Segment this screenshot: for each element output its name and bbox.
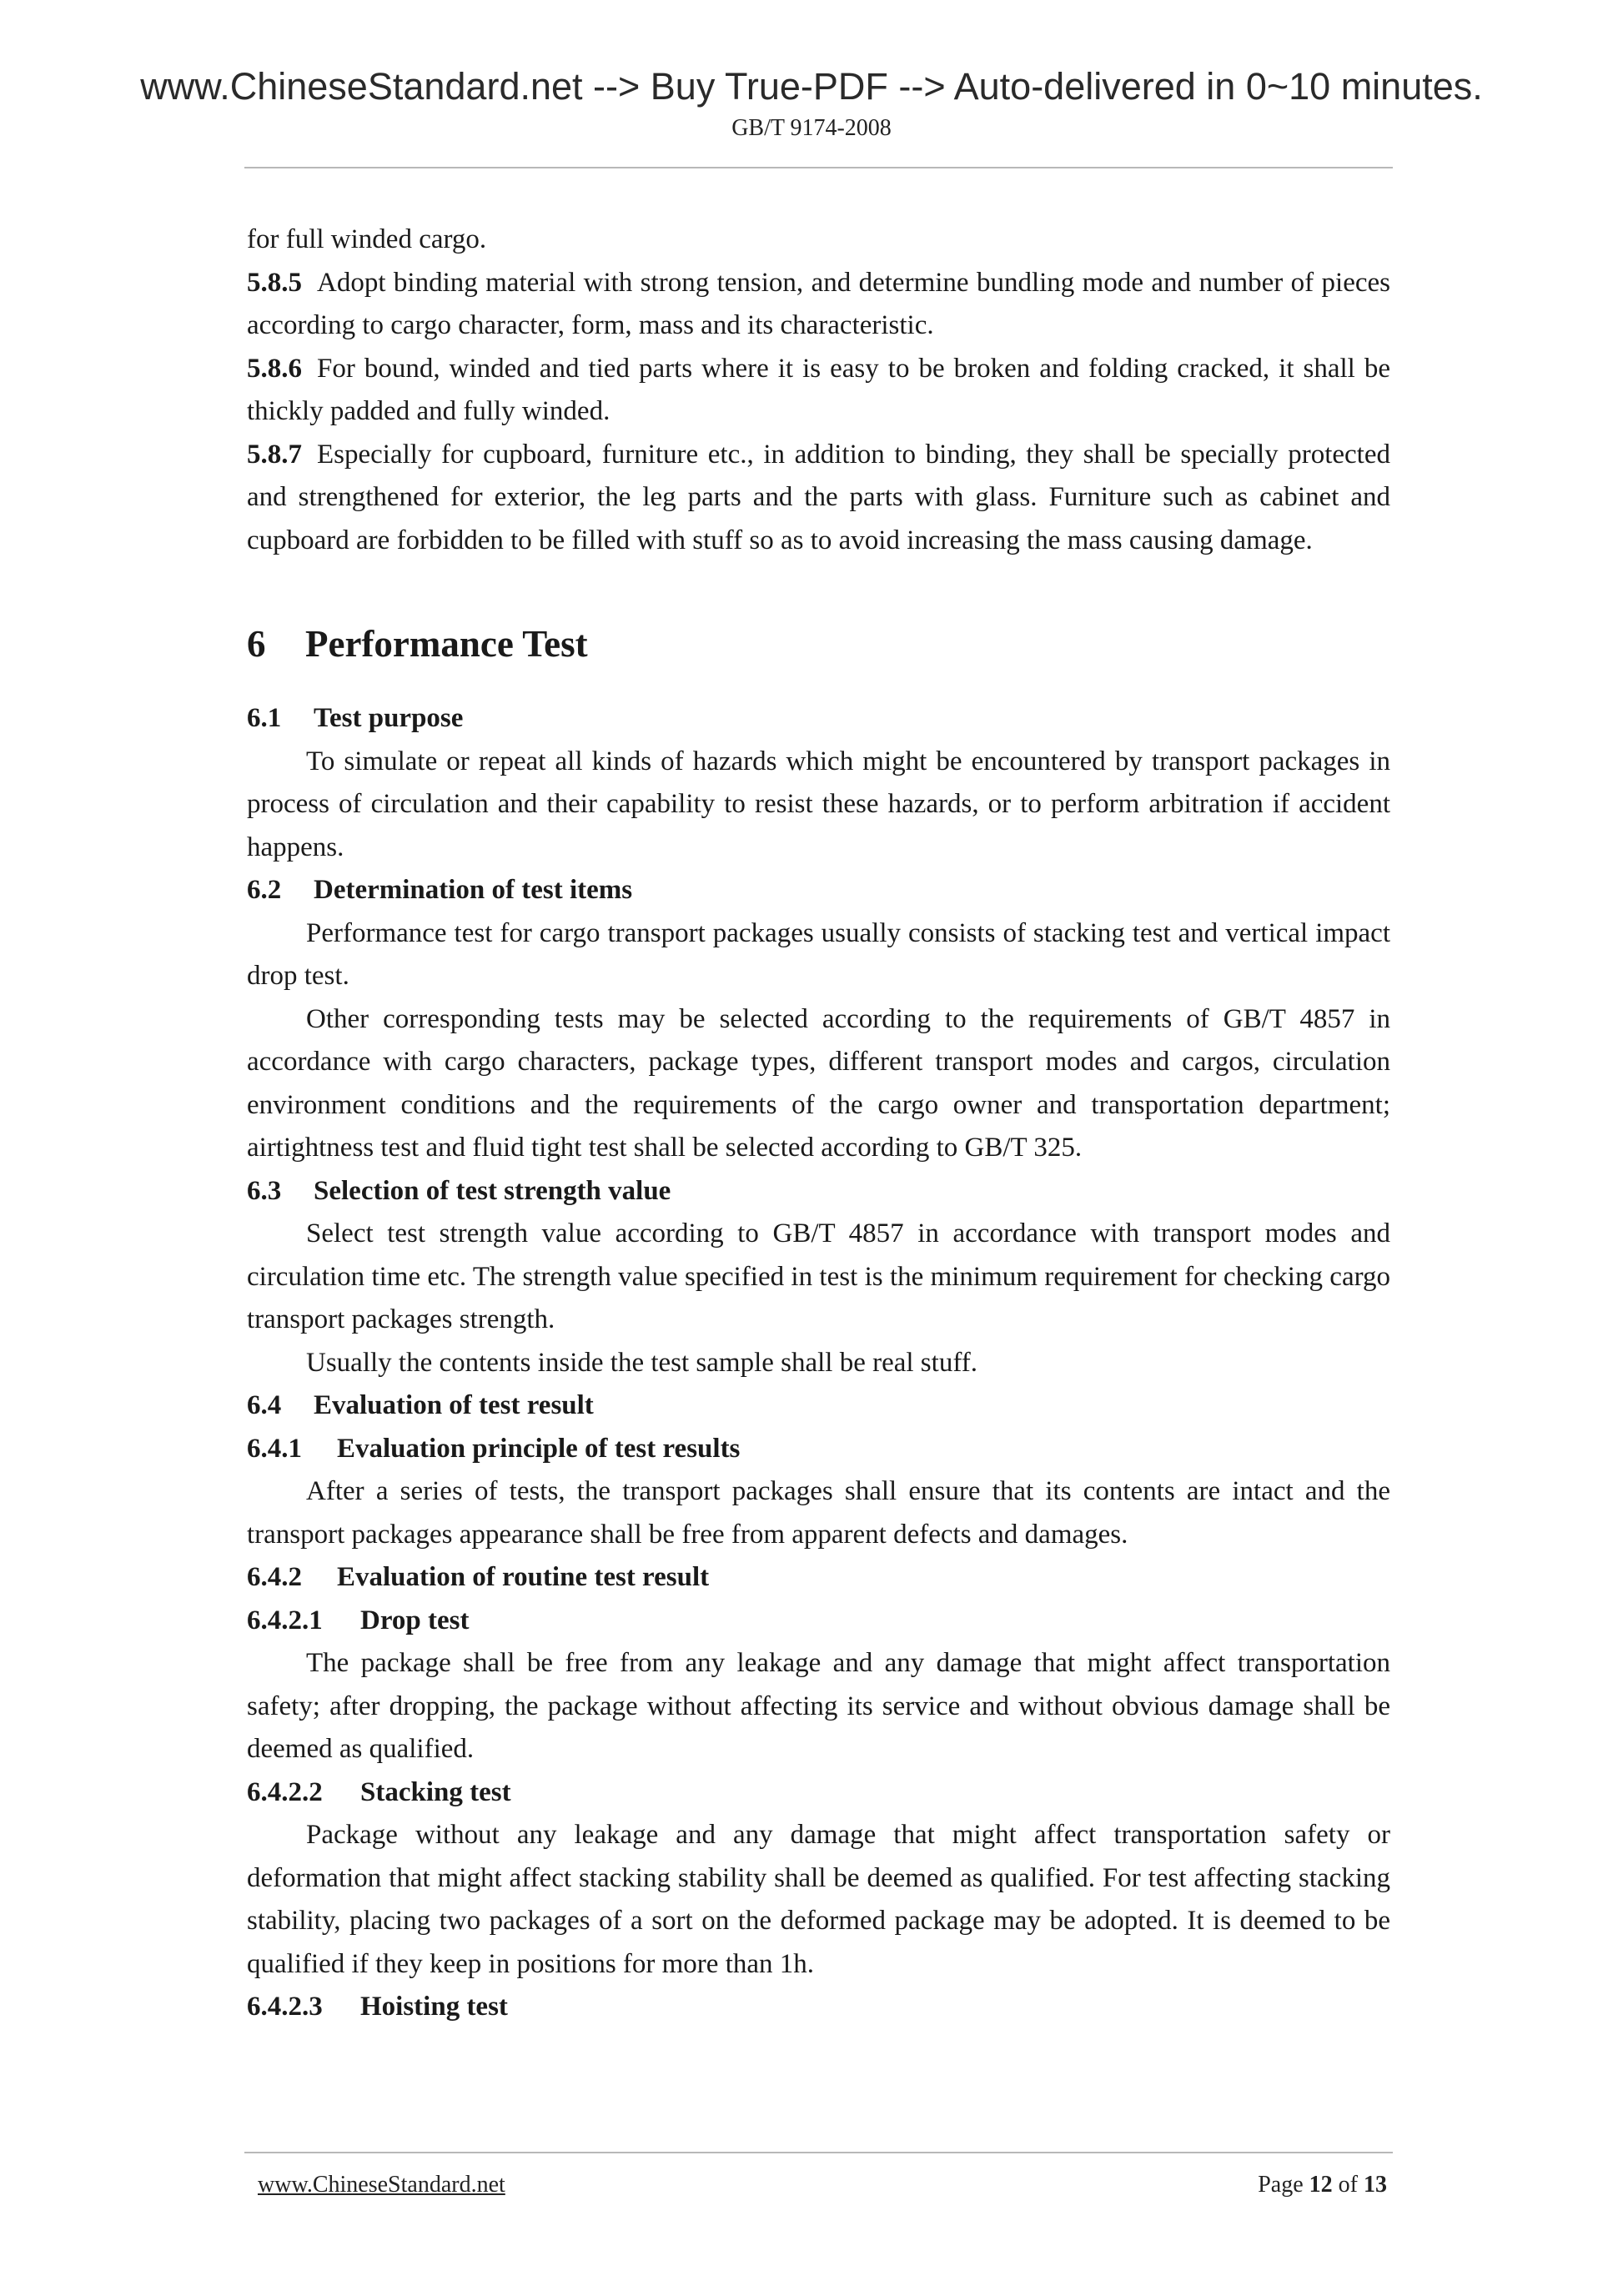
- of-word: of: [1338, 2172, 1358, 2198]
- heading-text: Hoisting test: [360, 1992, 508, 2022]
- top-banner: www.ChineseStandard.net --> Buy True-PDF --> Auto-delivered in 0~10 minutes.: [140, 65, 1483, 108]
- paragraph-6-4-1: After a series of tests, the transport packages shall ensure that its contents are intact and the transport packages appearance shall be free from apparent defects and damages.: [247, 1476, 1390, 1550]
- heading-text: Selection of test strength value: [314, 1175, 671, 1206]
- heading-6-4: [247, 1384, 1390, 1428]
- section-title-text: Performance Test: [305, 623, 588, 665]
- heading-6-4-2-3: [247, 1986, 1390, 2029]
- heading-6-4-2-1: [247, 1600, 1390, 1643]
- clause-5-8-5: [247, 262, 1390, 348]
- heading-text: Test purpose: [314, 703, 464, 733]
- clause-number: 5.8.7: [247, 439, 302, 470]
- paragraph-6-3-b: Usually the contents inside the test sample shall be real stuff.: [306, 1347, 977, 1378]
- heading-text: Evaluation principle of test results: [337, 1433, 741, 1464]
- paragraph-6-3-a: Select test strength value according to GB/T 4857 in accordance with transport modes and circulation time etc. The strength value specified in test is the minimum requirement for checking cargo transport packages strength.: [247, 1218, 1390, 1334]
- heading-number: 6.4: [247, 1390, 282, 1420]
- paragraph-6-2-a: Performance test for cargo transport packages usually consists of stacking test and vertical impact drop test.: [247, 917, 1390, 991]
- clause-5-8-7: [247, 434, 1390, 563]
- heading-text: Stacking test: [360, 1776, 511, 1807]
- document-body: [247, 219, 1390, 2029]
- page-indicator: [1258, 2172, 1387, 2198]
- heading-number: 6.1: [247, 703, 282, 733]
- page-word: Page: [1258, 2172, 1304, 2198]
- total-pages-number: 13: [1364, 2172, 1387, 2198]
- clause-text: Especially for cupboard, furniture etc., in addition to binding, they shall be specially protected and strengthened for exterior, the leg parts and the parts with glass. Furniture such as cabinet and cupboard are forbidden to be filled with stuff so as to avoid increasing the mass causing damage.: [247, 439, 1390, 555]
- heading-number: 6.4.2.2: [247, 1776, 323, 1807]
- heading-6-4-2-2: [247, 1771, 1390, 1815]
- clause-number: 5.8.6: [247, 353, 302, 384]
- heading-6-4-2: [247, 1556, 1390, 1600]
- footer-website-link[interactable]: www.ChineseStandard.net: [258, 2172, 505, 2198]
- heading-6-4-1: [247, 1428, 1390, 1471]
- section-heading-6: [247, 619, 1390, 669]
- heading-number: 6.4.1: [247, 1433, 302, 1464]
- clause-number: 5.8.5: [247, 267, 302, 298]
- heading-text: Determination of test items: [314, 875, 633, 905]
- heading-text: Evaluation of routine test result: [337, 1562, 710, 1592]
- heading-text: Drop test: [360, 1605, 470, 1635]
- clause-text: For bound, winded and tied parts where it is easy to be broken and folding cracked, it shall be thickly padded and fully winded.: [247, 353, 1390, 426]
- heading-number: 6.3: [247, 1175, 282, 1206]
- heading-6-2: [247, 869, 1390, 912]
- heading-number: 6.4.2.1: [247, 1605, 323, 1635]
- clause-text: Adopt binding material with strong tension, and determine bundling mode and number of pieces according to cargo character, form, mass and its characteristic.: [247, 267, 1390, 340]
- paragraph-6-4-2-1: The package shall be free from any leakage and any damage that might affect transportation safety; after dropping, the package without affecting its service and without obvious damage shall be deemed as qualified.: [247, 1648, 1390, 1764]
- paragraph-6-1: To simulate or repeat all kinds of hazards which might be encountered by transport packages in process of circulation and their capability to resist these hazards, or to perform arbitration if accident happens.: [247, 746, 1390, 862]
- current-page-number: 12: [1309, 2172, 1333, 2198]
- clause-5-8-6: [247, 348, 1390, 434]
- header-divider: [244, 167, 1393, 168]
- paragraph-6-4-2-2: Package without any leakage and any damage that might affect transportation safety or deformation that might affect stacking stability shall be deemed as qualified. For test affecting stacking stability, placing two packages of a sort on the deformed package may be adopted. It is deemed to be qualified if they keep in positions for more than 1h.: [247, 1820, 1390, 1979]
- paragraph-6-2-b: Other corresponding tests may be selected according to the requirements of GB/T 4857 in accordance with cargo characters, package types, different transport modes and cargos, circulation environment conditions and the requirements of the cargo owner and transportation department; airtightness test and fluid tight test shall be selected according to GB/T 325.: [247, 1003, 1390, 1163]
- heading-6-3: [247, 1170, 1390, 1213]
- footer-divider: [244, 2152, 1393, 2153]
- heading-number: 6.2: [247, 875, 282, 905]
- heading-number: 6.4.2.3: [247, 1992, 323, 2022]
- standard-code: GB/T 9174-2008: [731, 115, 892, 141]
- continued-paragraph: for full winded cargo.: [247, 224, 487, 254]
- section-number: 6: [247, 623, 266, 665]
- heading-text: Evaluation of test result: [314, 1390, 594, 1420]
- heading-6-1: [247, 697, 1390, 741]
- heading-number: 6.4.2: [247, 1562, 302, 1592]
